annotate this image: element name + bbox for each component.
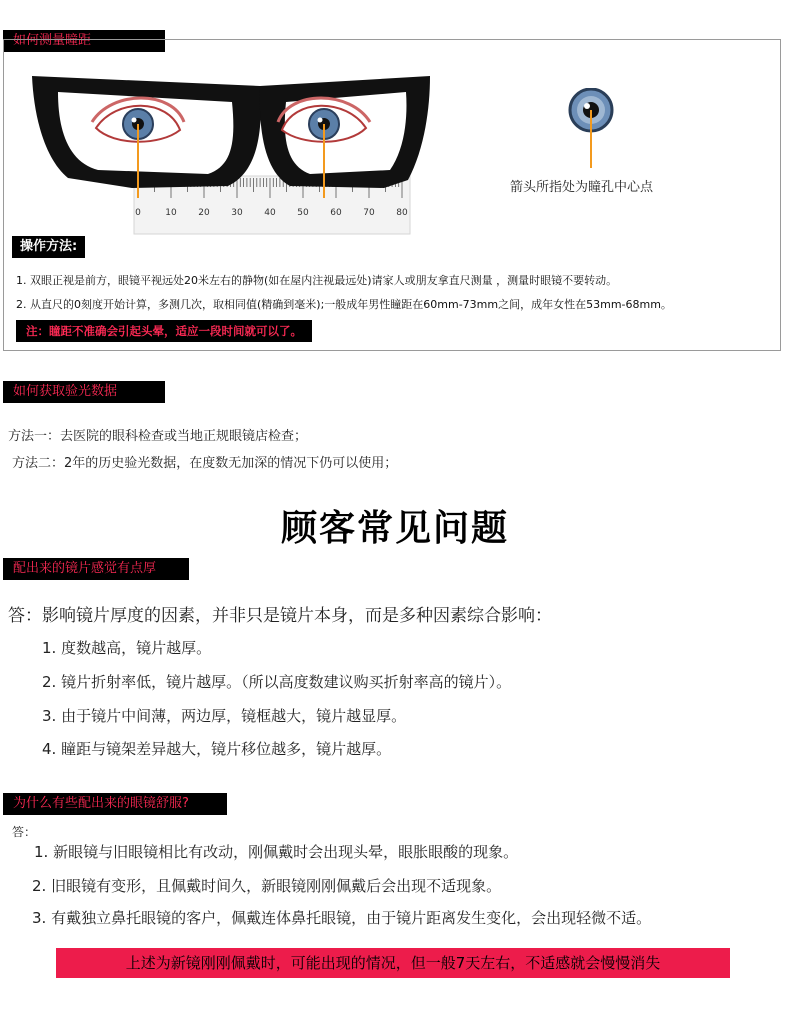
faq-q2-answer-label: 答： [12,825,37,839]
method-step-1: 1. 双眼正视是前方，眼镜平视远处20米左右的静物(如在屋内注视最远处)请家人或朋友拿直尺测量 ，测量时眼镜不要转动。 [16,274,618,287]
faq-q1-item: 2. 镜片折射率低，镜片越厚。（所以高度数建议购买折射率高的镜片）。 [42,673,512,691]
pupil-caption: 箭头所指处为瞳孔中心点 [510,180,654,195]
optometry-method-1: 方法一：去医院的眼科检查或当地正规眼镜店检查； [8,429,308,444]
ruler-label: 80 [396,208,408,218]
adaptation-banner: 上述为新镜刚刚佩戴时，可能出现的情况，但一般7天左右，不适感就会慢慢消失 [56,948,730,978]
faq-q1-answer: 答：影响镜片厚度的因素，并非只是镜片本身，而是多种因素综合影响： [8,606,552,626]
ruler-label: 10 [165,208,177,218]
section-tag-optometry: 如何获取验光数据 [3,381,165,403]
faq-title: 顾客常见问题 [280,507,509,549]
ruler-label: 60 [330,208,342,218]
ruler-label: 30 [231,208,243,218]
section-tag-pupil-distance: 如何测量瞳距 [3,30,165,52]
faq-q1-item: 4. 瞳距与镜架差异越大，镜片移位越多，镜片越厚。 [42,740,392,758]
method-step-2: 2. 从直尺的0刻度开始计算，多测几次，取相同值(精确到毫米);一般成年男性瞳距在60mm-73mm之间，成年女性在53mm-68mm。 [16,298,672,311]
ruler-label: 20 [198,208,210,218]
ruler-label: 0 [135,208,141,218]
faq-q1-item: 1. 度数越高，镜片越厚。 [42,639,212,657]
ruler-label: 40 [264,208,276,218]
pupil-detail-icon [566,88,616,168]
faq-q2-tag: 为什么有些配出来的眼镜舒服? [3,793,227,815]
faq-q2-item: 3. 有戴独立鼻托眼镜的客户，佩戴连体鼻托眼镜，由于镜片距离发生变化，会出现轻微不适。 [32,909,652,927]
faq-q2-item: 2. 旧眼镜有变形，且佩戴时间久，新眼镜刚刚佩戴后会出现不适现象。 [32,877,502,895]
faq-q1-item: 3. 由于镜片中间薄，两边厚，镜框越大，镜片越显厚。 [42,707,407,725]
faq-q1-tag: 配出来的镜片感觉有点厚 [3,558,189,580]
faq-q2-item: 1. 新眼镜与旧眼镜相比有改动，刚佩戴时会出现头晕，眼胀眼酸的现象。 [34,843,519,861]
glasses-illustration [28,70,434,240]
warning-note: 注：瞳距不准确会引起头晕，适应一段时间就可以了。 [16,320,312,342]
method-tag: 操作方法: [12,236,85,258]
ruler-label: 50 [297,208,309,218]
ruler-label: 70 [363,208,375,218]
optometry-method-2: 方法二：2年的历史验光数据，在度数无加深的情况下仍可以使用； [12,456,398,471]
